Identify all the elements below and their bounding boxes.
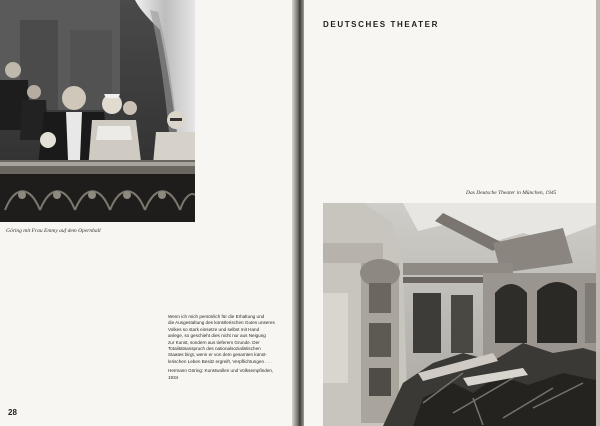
left-page [0,0,296,426]
page-edge [596,0,600,426]
photo-ruined-theater [323,203,600,426]
quote-source [168,368,288,381]
quote-line: Volkes so stark einsetze und selbst mit Hand [168,326,260,332]
quote-line: Staates birgt, wenn er von dem gesamten künst- [168,352,267,358]
quote-line: Wenn ich mich persönlich für die Erhaltung und [168,314,265,319]
quote-source-line: Hermann Göring: Kunstwollen und Volksempfinden, [168,368,274,374]
photo-opera-box [0,0,195,222]
quote-line: lerischen Leben Besitz ergreift, Verpflichtungen . . . [168,358,272,364]
quote-line: Totalitätsanspruch des nationalsozialistischen [168,346,261,352]
quote-line: anlege, so geschieht dies nicht nur aus Neigung [168,333,266,339]
page-number: 28 [8,408,17,417]
photo-caption-left: Göring mit Frau Emmy auf dem Opernball [6,228,101,234]
photo-caption-right: Das Deutsche Theater in München, 1945 [466,190,557,196]
quote-line: zur Kunst, sondern aus tieferem Grunde. Der [168,339,260,345]
goering-quote [168,314,288,381]
quote-line: die Ausgestaltung des künstlerischen Gutes unseres [168,320,275,326]
section-heading: DEUTSCHES THEATER [323,20,439,29]
quote-source-year: 1934 [168,374,179,380]
